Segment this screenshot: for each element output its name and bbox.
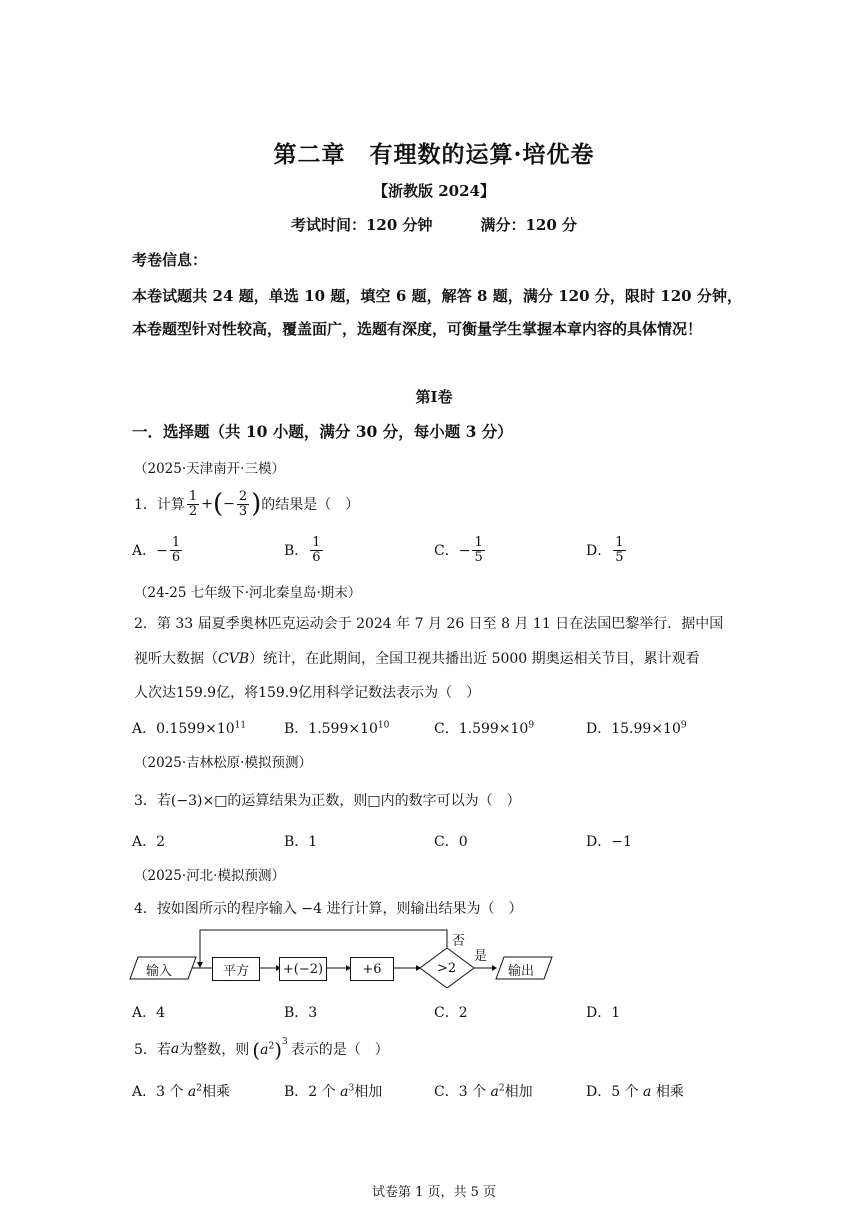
volume-title: 第Ⅰ卷 [415, 388, 453, 406]
q1-suffix: 的结果是（ ） [261, 497, 360, 513]
q4-option-c: C．2 [434, 1005, 468, 1021]
q3-option-c: C．0 [434, 834, 468, 850]
flow-yes-label: 是 [474, 949, 488, 964]
q1-frac-half: $\frac{1}{2}$ [188, 488, 198, 519]
flow-no-label: 否 [452, 934, 466, 949]
section-title: 一．选择题（共 10 小题，满分 30 分，每小题 3 分） [132, 422, 513, 441]
question-4: 4．按如图所示的程序输入 −4 进行计算，则输出结果为（ ） [134, 901, 523, 917]
q1-option-c: C．− $\frac{1}{5}$ [434, 534, 483, 565]
q4-option-d: D．1 [586, 1005, 621, 1021]
page-footer: 试卷第 1 页，共 5 页 [371, 1185, 497, 1200]
q2-option-d: D．$15.99\times 10^9$ [586, 720, 687, 737]
question-3: 3．若(−3)×□的运算结果为正数，则□内的数字可以为（ ） [134, 793, 521, 809]
q3-option-a: A．2 [132, 834, 166, 850]
q2-option-b: B．$1.599\times 10^{10}$ [284, 720, 390, 737]
q5-option-d: D．5 个 a 相乘 [586, 1084, 684, 1100]
q1-source: （2025·天津南开·三模） [134, 461, 285, 477]
info-text: 本卷试题共 24 题，单选 10 题，填空 6 题，解答 8 题，满分 120 分，限时 120 分钟，本卷题型针对性较高，覆盖面广，选题有深度，可衡量学生掌握本章内容的具体情况！ [132, 287, 742, 338]
edition-label: 【浙教版 2024】 [373, 182, 495, 200]
q3-option-d: D．−1 [586, 834, 632, 850]
q3-source: （2025·吉林松原·模拟预测） [134, 755, 312, 771]
question-5: 5．若 a 为整数，则 $(a^2)^3$ 表示的是（ ） [134, 1036, 389, 1062]
program-flowchart [120, 924, 570, 988]
q1-prefix: 1．计算 [134, 497, 185, 513]
flow-input-label: 输入 [146, 964, 173, 979]
q2-option-a: A．$0.1599\times 10^{11}$ [132, 720, 247, 737]
q5-option-b: B．2 个 $a^3$相加 [284, 1083, 383, 1100]
q2-option-c: C．$1.599\times 10^9$ [434, 720, 535, 737]
info-label: 考卷信息： [132, 251, 208, 269]
exam-time: 考试时间：120 分钟 [290, 216, 433, 234]
q2-line-2: 视听大数据（CVB）统计，在此期间，全国卫视共播出近 5000 期奥运相关节目，累计观看 [134, 651, 700, 667]
q2-source: （24-25 七年级下·河北秦皇岛·期末） [134, 585, 362, 601]
q1-frac-two-thirds: $\frac{2}{3}$ [238, 488, 248, 519]
flow-minus2-box: +(−2) [279, 957, 327, 981]
q1-option-d: D． $\frac{1}{5}$ [586, 534, 624, 565]
q4-source: （2025·河北·模拟预测） [134, 868, 285, 884]
q4-option-b: B．3 [284, 1005, 318, 1021]
question-1: 1．计算 $\frac{1}{2}$ + ( − $\frac{2}{3}$ ) 的结果是（ ） [134, 488, 360, 519]
flow-condition-label: >2 [437, 961, 457, 976]
flow-output-label: 输出 [508, 964, 535, 979]
q5-expression: $(a^2)^3$ [252, 1036, 288, 1062]
page-title: 第二章 有理数的运算·培优卷 [273, 141, 595, 168]
q2-line-1: 2．第 33 届夏季奥林匹克运动会于 2024 年 7 月 26 日至 8 月 11 日在法国巴黎举行．据中国 [134, 616, 724, 632]
q2-line-3: 人次达159.9亿，将159.9亿用科学记数法表示为（ ） [134, 685, 481, 701]
full-score: 满分：120 分 [480, 216, 578, 234]
flow-plus6-box: +6 [350, 957, 394, 981]
flow-square-box: 平方 [212, 957, 260, 981]
q1-option-a: A．− $\frac{1}{6}$ [132, 534, 181, 565]
exam-time-info [0, 214, 868, 235]
q1-option-b: B． $\frac{1}{6}$ [284, 534, 321, 565]
q4-option-a: A．4 [132, 1005, 166, 1021]
q3-option-b: B．1 [284, 834, 318, 850]
q5-option-c: C．3 个 $a^2$相加 [434, 1083, 533, 1100]
q5-option-a: A．3 个 $a^2$相乘 [132, 1083, 231, 1100]
